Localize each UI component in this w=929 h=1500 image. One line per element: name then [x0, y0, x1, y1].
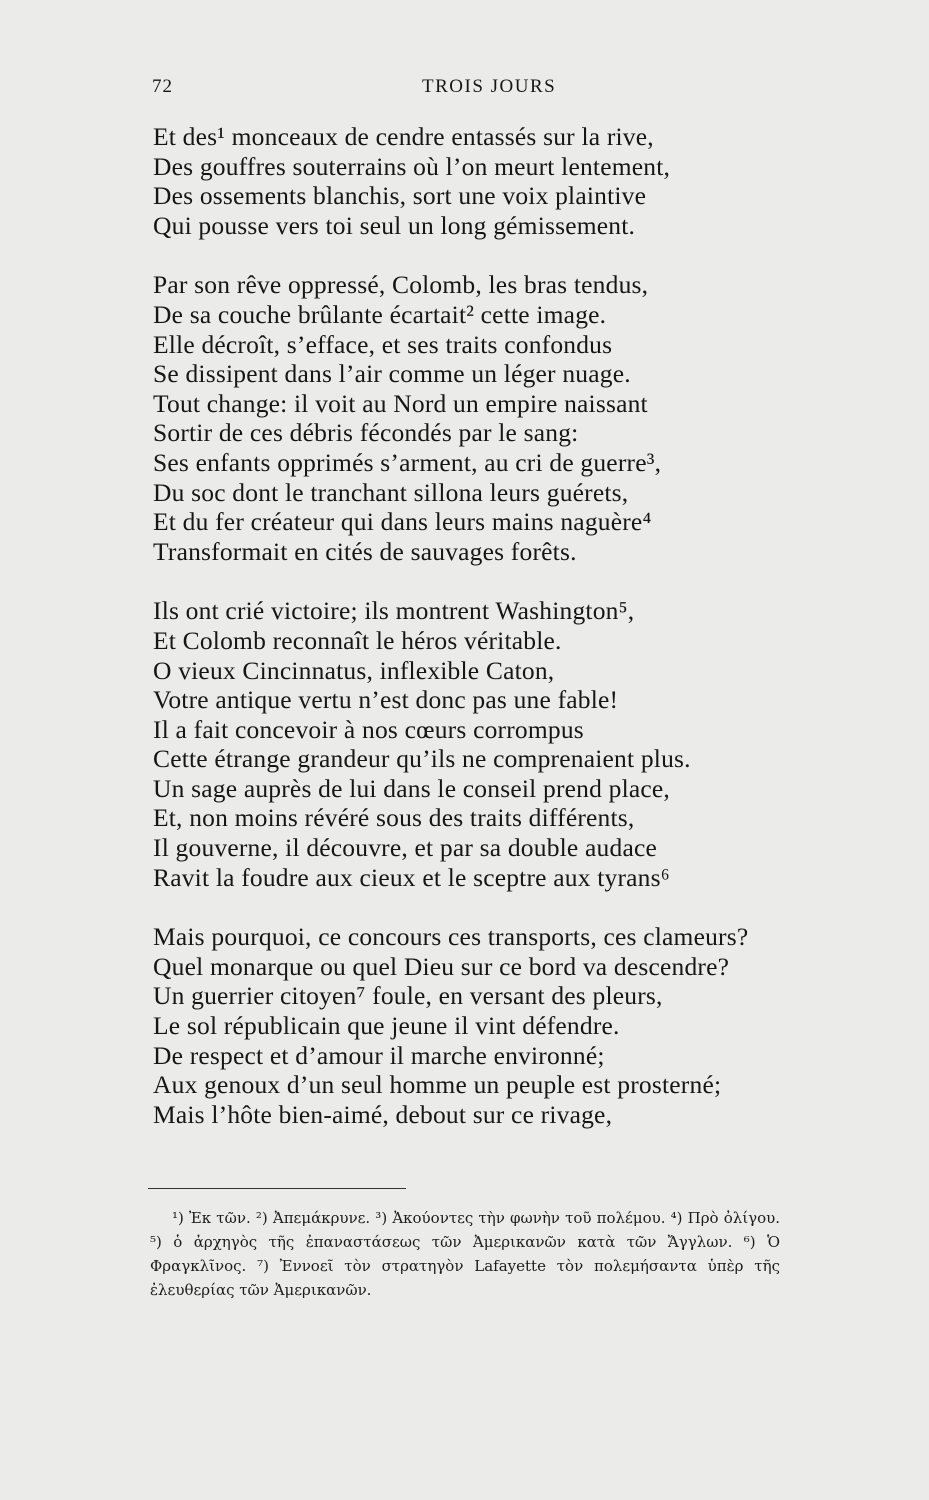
- verse-line: Se dissipent dans l’air comme un léger nuage.: [153, 359, 631, 389]
- page-header: [152, 76, 772, 102]
- verse-line: Qui pousse vers toi seul un long gémissement.: [153, 210, 636, 240]
- verse-line: Un sage auprès de lui dans le conseil prend place,: [153, 773, 670, 803]
- stanza-1: [153, 122, 793, 240]
- verse-line: Et Colomb reconnaît le héros véritable.: [153, 625, 562, 655]
- verse-line: Et, non moins révéré sous des traits différents,: [153, 803, 635, 833]
- verse-line: Des ossements blanchis, sort une voix plaintive: [153, 181, 647, 211]
- footnote-divider: [148, 1188, 406, 1189]
- verse-line: Sortir de ces débris fécondés par le sang:: [153, 418, 579, 448]
- verse-line: Mais pourquoi, ce concours ces transports, ces clameurs?: [153, 922, 749, 952]
- stanza-3: [153, 596, 793, 892]
- verse-line: Des gouffres souterrains où l’on meurt lentement,: [153, 151, 671, 181]
- verse-line: Du soc dont le tranchant sillona leurs guérets,: [153, 477, 629, 507]
- verse-line: Quel monarque ou quel Dieu sur ce bord va descendre?: [153, 951, 730, 981]
- verse-line: Il a fait concevoir à nos cœurs corrompus: [153, 714, 584, 744]
- poem-body: [153, 122, 793, 1159]
- verse-line: Le sol républicain que jeune il vint défendre.: [153, 1011, 620, 1041]
- verse-line: Par son rêve oppressé, Colomb, les bras tendus,: [153, 270, 649, 300]
- running-title: TROIS JOURS: [422, 76, 557, 97]
- footnote-text: ¹) Ἐκ τῶν. ²) Ἀπεμάκρυνε. ³) Ἀκούοντες τὴν φωνὴν τοῦ πολέμου. ⁴) Πρὸ ὀλίγου. ⁵) ὁ ἀρχηγὸς τῆς ἐπαναστάσεως τῶν Ἀμερικανῶν κατὰ τῶν Ἄγγλων. ⁶) Ὁ Φραγκλῖνος. ⁷) Ἐννοεῖ τὸν στρατηγὸν Lafayette τὸν πολεμήσαντα ὑπὲρ τῆς ἐλευθερίας τῶν Ἀμερικανῶν.: [150, 1209, 780, 1299]
- verse-line: De respect et d’amour il marche environné;: [153, 1040, 605, 1070]
- verse-line: Un guerrier citoyen⁷ foule, en versant des pleurs,: [153, 981, 663, 1011]
- page-number: 72: [152, 76, 173, 97]
- verse-line: Votre antique vertu n’est donc pas une fable!: [153, 685, 619, 715]
- stanza-2: [153, 270, 793, 566]
- verse-line: Tout change: il voit au Nord un empire naissant: [153, 388, 648, 418]
- verse-line: O vieux Cincinnatus, inflexible Caton,: [153, 655, 555, 685]
- verse-line: Aux genoux d’un seul homme un peuple est prosterné;: [153, 1070, 722, 1100]
- verse-line: De sa couche brûlante écartait² cette image.: [153, 299, 607, 329]
- verse-line: Ses enfants opprimés s’arment, au cri de guerre³,: [153, 447, 662, 477]
- stanza-4: [153, 922, 793, 1129]
- footnotes: [150, 1206, 780, 1302]
- verse-line: Ravit la foudre aux cieux et le sceptre aux tyrans⁶: [153, 862, 670, 892]
- verse-line: Et du fer créateur qui dans leurs mains naguère⁴: [153, 507, 652, 537]
- verse-line: Cette étrange grandeur qu’ils ne comprenaient plus.: [153, 744, 691, 774]
- verse-line: Transformait en cités de sauvages forêts.: [153, 536, 577, 566]
- verse-line: Ils ont crié victoire; ils montrent Washington⁵,: [153, 596, 635, 626]
- verse-line: Elle décroît, s’efface, et ses traits confondus: [153, 329, 613, 359]
- verse-line: Et des¹ monceaux de cendre entassés sur la rive,: [153, 122, 654, 151]
- verse-line: Il gouverne, il découvre, et par sa double audace: [153, 833, 657, 863]
- verse-line: Mais l’hôte bien-aimé, debout sur ce rivage,: [153, 1099, 613, 1129]
